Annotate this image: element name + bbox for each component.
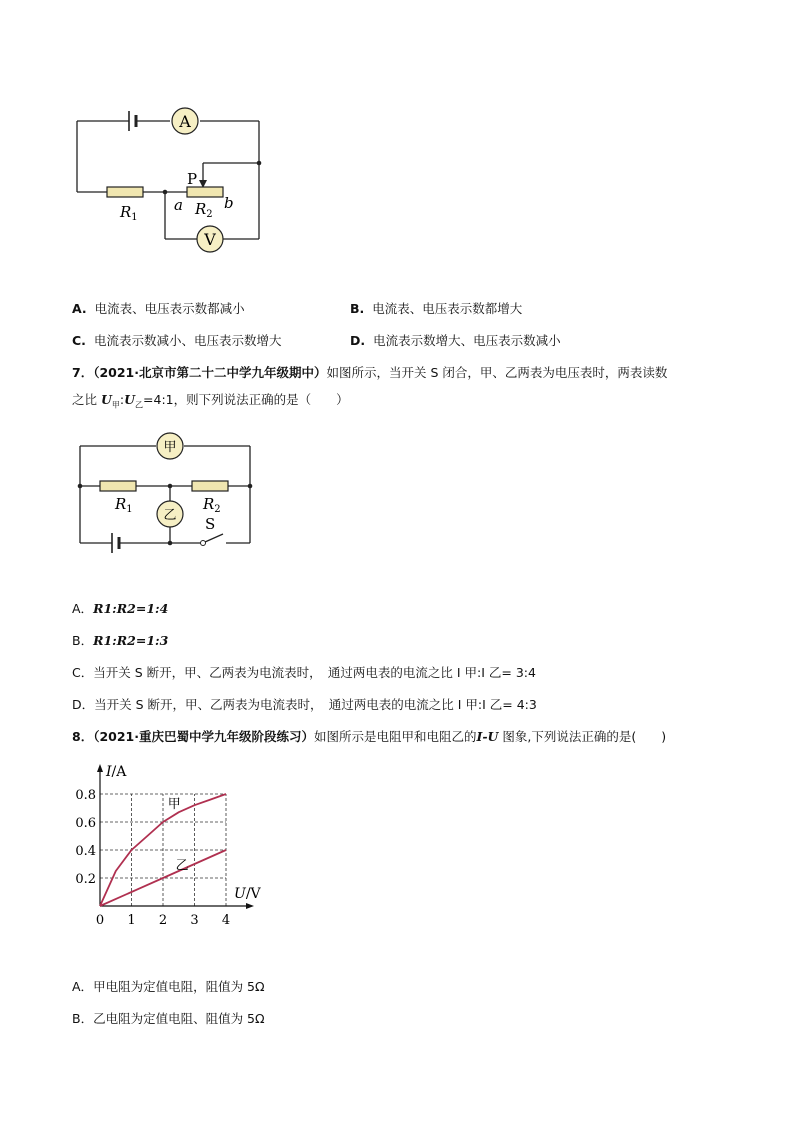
q7-option-d: D．当开关 S 断开，甲、乙两表为电流表时， 通过两电表的电流之比 I 甲:I 乙= 4:3 (72, 697, 537, 712)
q7-r1-label: $R_1$ (115, 495, 133, 515)
q6-option-d: D. 电流表示数增大、电压表示数减小 (350, 333, 561, 348)
r2-label: $R_2$ (195, 200, 213, 220)
meter-yi-label: 乙 (163, 508, 177, 523)
iu-chart (70, 758, 280, 933)
y-tick-label: 0.6 (75, 816, 96, 831)
ammeter-label: A (179, 112, 191, 131)
y-tick-label: 0.8 (75, 788, 96, 803)
q6-option-a: A. 电流表、电压表示数都减小 (72, 301, 245, 316)
y-tick-label: 0.2 (75, 872, 96, 887)
voltmeter-label: V (204, 230, 216, 249)
q7-stem-line2: 之比 $U_甲:U_乙=4:1$，则下列说法正确的是（ ） (72, 392, 349, 410)
end-b-label: b (224, 194, 234, 212)
q6-option-b: B. 电流表、电压表示数都增大 (350, 301, 523, 316)
x-axis-arrow (246, 903, 254, 909)
y-axis-label: I/A (106, 764, 127, 780)
q7-option-a: A．R1:R2=1:4 (72, 601, 169, 616)
y-axis-arrow (97, 764, 103, 772)
switch-label: S (205, 515, 216, 533)
circuit-diagram-2 (65, 425, 270, 560)
x-tick-label: 4 (221, 913, 231, 928)
end-a-label: a (174, 196, 183, 214)
series-label-0: 甲 (167, 797, 181, 812)
y-tick-label: 0.4 (75, 844, 96, 859)
q7-stem-line1: 7．（2021·北京市第二十二中学九年级期中）如图所示，当开关 S 闭合，甲、乙两表为电压表时，两表读数 (72, 365, 668, 380)
q8-stem: 8．（2021·重庆巴蜀中学九年级阶段练习）如图所示是电阻甲和电阻乙的I-U 图象,下列说法正确的是( ) (72, 729, 667, 744)
x-tick-label: 2 (158, 913, 168, 928)
slider-label: P (187, 170, 198, 188)
q7-option-c: C．当开关 S 断开，甲、乙两表为电流表时， 通过两电表的电流之比 I 甲:I 乙= 3:4 (72, 665, 536, 680)
q8-option-a: A．甲电阻为定值电阻，阻值为 5Ω (72, 979, 265, 994)
x-tick-label: 0 (95, 913, 105, 928)
q7-r2-label: $R_2$ (203, 495, 221, 515)
meter-jia-label: 甲 (163, 440, 177, 455)
x-axis-label: U/V (234, 886, 261, 902)
r1-label: $R_1$ (120, 203, 138, 223)
q8-option-b: B．乙电阻为定值电阻、阻值为 5Ω (72, 1011, 265, 1026)
q7-option-b: B．R1:R2=1:3 (72, 633, 169, 648)
circuit-diagram-1 (60, 100, 290, 260)
x-tick-label: 1 (127, 913, 136, 928)
series-label-1: 乙 (175, 858, 189, 874)
q6-option-c: C. 电流表示数减小、电压表示数增大 (72, 333, 282, 348)
x-tick-label: 3 (190, 913, 199, 928)
